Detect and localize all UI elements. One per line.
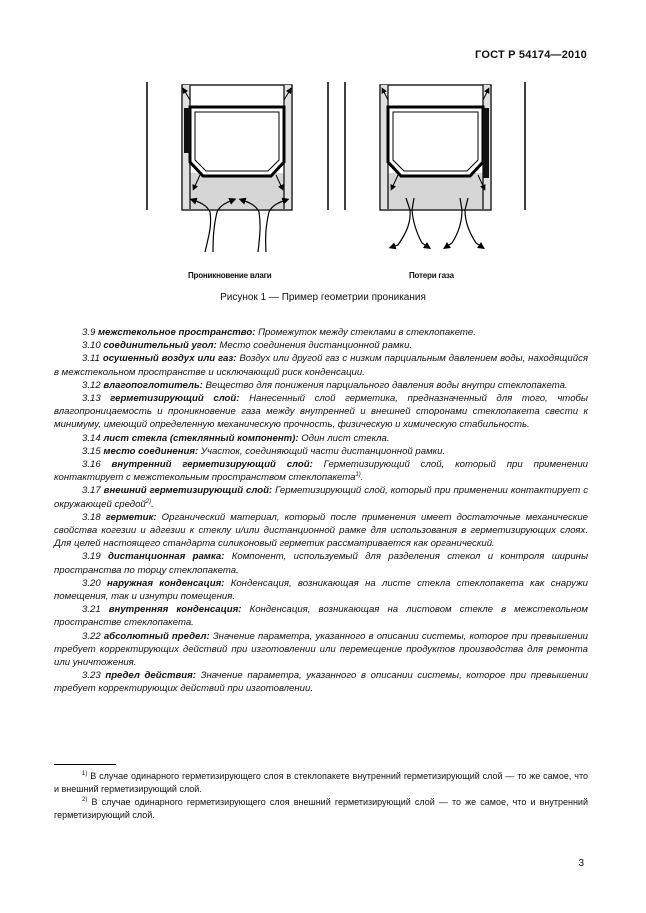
- definition-text: Промежуток между стеклами в стеклопакете.: [255, 327, 476, 338]
- definition-term: место соединения:: [103, 445, 199, 457]
- moisture-penetration-diagram: [147, 82, 328, 252]
- definition-number: 3.17: [82, 485, 104, 497]
- definition-item: [54, 352, 588, 378]
- definition-item: [54, 326, 588, 339]
- gas-loss-diagram: [345, 82, 525, 247]
- definition-text: Герметизирующий слой, который при применении контактирует с окружающей средой: [54, 485, 589, 510]
- definition-item: [54, 603, 588, 629]
- definition-item: [54, 630, 588, 670]
- definition-text: Значение параметра, указанного в описании системы, которое при превышении требует корректирующих действий при изготовлении.: [54, 670, 589, 695]
- definition-term: межстекольное пространство:: [98, 327, 256, 338]
- footnote-ref: 2): [145, 498, 152, 505]
- definition-term: влагопоглотитель:: [103, 379, 203, 391]
- definition-item: [54, 379, 588, 392]
- definition-tail: .: [360, 472, 364, 484]
- definitions-list: [54, 326, 588, 696]
- definition-term: герметик:: [105, 511, 157, 523]
- definition-number: 3.21: [82, 604, 109, 616]
- definition-text: Нанесенный слой герметика, предназначенный для того, чтобы влагопроницаемость и проникновение газа между внутренней и внешней сторонами стеклопакета свести к минимуму, имеющий определенную механическую прочность, физическую и химическую стабильность.: [54, 393, 588, 431]
- definition-item: [54, 484, 588, 510]
- definition-number: 3.11: [82, 353, 103, 365]
- definition-number: 3.23: [82, 670, 106, 682]
- definition-text: Компонент, используемый для разделения стекол и контроля ширины пространства по торцу стеклопакета.: [54, 551, 588, 576]
- definition-number: 3.14: [82, 432, 104, 444]
- definition-item: [54, 458, 588, 484]
- definition-term: осушенный воздух или газ:: [102, 353, 237, 365]
- definition-text: Органический материал, который после применения имеет достаточные механические свойства когезии и адгезии к стеклу и/или дистанционной рамке для использования в герметизирующих слоях. Для целей настоящего стандарта силиконовый герметик рассматривается как органический.: [54, 511, 588, 550]
- definition-text: Воздух или другой газ с низким парциальным давлением воды, находящийся в межстекольном пространстве и исключающий риск конденсации.: [54, 353, 588, 378]
- definition-text: Место соединения дистанционной рамки.: [216, 340, 413, 352]
- footnote-1: [54, 770, 588, 795]
- footnote-text: В случае одинарного герметизирующего слоя в стеклопакете внутренний герметизирующий слой — то же самое, что и внешний герметизирующий слой.: [54, 771, 588, 794]
- definition-text: Участок, соединяющий части дистанционной рамки.: [198, 445, 446, 457]
- definition-term: внутренняя конденсация:: [108, 604, 242, 616]
- definition-text: Конденсация, возникающая на листовом стекле в межстекольном пространстве стеклопакета.: [54, 604, 589, 629]
- page-number: 3: [578, 858, 584, 869]
- definition-number: 3.9: [82, 327, 99, 338]
- definition-number: 3.10: [82, 340, 104, 352]
- definition-term: наружная конденсация:: [106, 577, 225, 589]
- definition-number: 3.18: [82, 511, 106, 523]
- definition-term: соединительный угол:: [103, 340, 217, 352]
- document-header: ГОСТ Р 54174—2010: [475, 49, 587, 61]
- definition-number: 3.20: [82, 577, 107, 589]
- definition-item: [54, 339, 588, 352]
- definition-tail: .: [151, 498, 154, 510]
- footnote-separator: [54, 764, 116, 765]
- figure-label-moisture: Проникновение влаги: [188, 271, 272, 280]
- permeation-figure: [0, 0, 646, 310]
- definition-item: [54, 550, 588, 576]
- definition-item: [54, 432, 588, 445]
- definition-term: лист стекла (стеклянный компонент):: [103, 432, 299, 444]
- footnote-2: [54, 796, 588, 821]
- definition-text: Значение параметра, указанного в описании системы, которое при превышении требует корректирующих действий при изготовлении или перемещение продуктов производства для ремонта или уничтожения.: [54, 630, 589, 669]
- definition-number: 3.19: [82, 551, 108, 563]
- definition-number: 3.22: [82, 630, 104, 642]
- definition-term: предел действия:: [105, 670, 196, 682]
- definition-term: внешний герметизирующий слой:: [103, 485, 273, 497]
- footnote-mark: 2): [82, 797, 88, 803]
- figure-caption: Рисунок 1 — Пример геометрии проникания: [220, 292, 426, 303]
- definition-item: [54, 669, 588, 695]
- definition-term: дистанционная рамка:: [108, 551, 225, 563]
- definition-item: [54, 577, 588, 603]
- definition-item: [54, 392, 588, 432]
- definition-term: абсолютный предел:: [103, 630, 210, 642]
- footnote-text: В случае одинарного герметизирующего слоя внешний герметизирующий слой — то же самое, что и внутренний герметизирующий слой.: [54, 797, 588, 820]
- definition-text: Вещество для понижения парциального давления воды внутри стеклопакета.: [202, 379, 568, 391]
- footnote-mark: 1): [82, 771, 88, 777]
- footnote-ref: 1): [355, 472, 361, 479]
- definition-item: [54, 445, 588, 458]
- definition-text: Конденсация, возникающая на листе стекла стеклопакета как снаружи помещения, так и изнутри помещения.: [54, 577, 588, 603]
- definition-number: 3.13: [82, 393, 111, 405]
- definition-term: герметизирующий слой:: [110, 393, 240, 405]
- figure-label-gas-loss: Потери газа: [409, 271, 454, 280]
- definition-text: Герметизирующий слой, который при применении контактирует с межстекольным пространством стеклопакета: [54, 459, 589, 484]
- definition-item: [54, 511, 588, 551]
- definition-number: 3.15: [82, 445, 104, 457]
- definition-number: 3.12: [82, 379, 104, 391]
- definition-text: Один лист стекла.: [298, 432, 390, 444]
- definition-term: внутренний герметизирующий слой:: [111, 459, 313, 471]
- definition-number: 3.16: [82, 459, 112, 471]
